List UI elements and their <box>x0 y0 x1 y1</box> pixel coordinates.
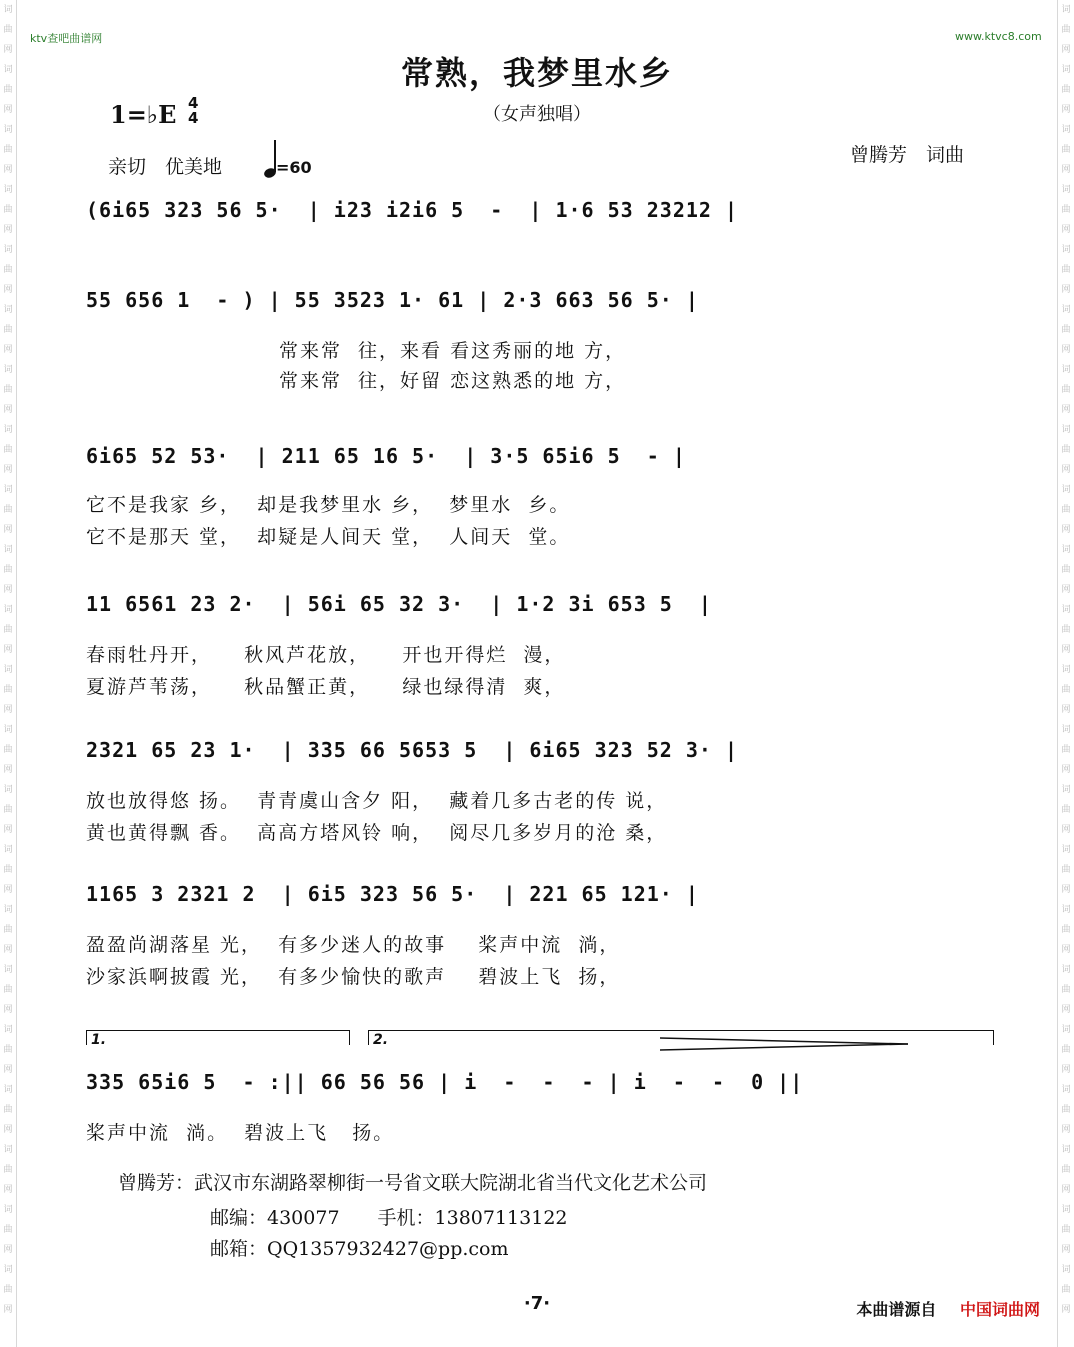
watermark-char: 词 <box>3 725 13 735</box>
watermark-char: 曲 <box>1061 145 1071 155</box>
watermark-char: 词 <box>1061 245 1071 255</box>
watermark-char: 网 <box>1061 45 1071 55</box>
watermark-char: 词 <box>3 545 13 555</box>
watermark-char: 网 <box>1061 885 1071 895</box>
time-signature <box>188 96 198 126</box>
song-subtitle: （女声独唱） <box>483 104 591 125</box>
watermark-char: 词 <box>1061 545 1071 555</box>
watermark-char: 曲 <box>3 265 13 275</box>
watermark-char: 词 <box>3 905 13 915</box>
watermark-char: 网 <box>1061 525 1071 535</box>
watermark-char: 网 <box>1061 1185 1071 1195</box>
watermark-char: 词 <box>3 845 13 855</box>
song-title: 常熟，我梦里水乡 <box>400 54 673 92</box>
watermark-char: 网 <box>1061 285 1071 295</box>
watermark-char: 曲 <box>1061 925 1071 935</box>
watermark-char: 网 <box>3 1305 13 1315</box>
watermark-char: 网 <box>1061 645 1071 655</box>
watermark-char: 曲 <box>1061 745 1071 755</box>
watermark-char: 词 <box>1061 1265 1071 1275</box>
watermark-char: 曲 <box>1061 1045 1071 1055</box>
watermark-char: 网 <box>3 1065 13 1075</box>
watermark-char: 词 <box>1061 125 1071 135</box>
watermark-char: 词 <box>1061 785 1071 795</box>
watermark-char: 曲 <box>1061 445 1071 455</box>
watermark-char: 网 <box>1061 1125 1071 1135</box>
watermark-char: 网 <box>1061 465 1071 475</box>
watermark-char: 曲 <box>3 1105 13 1115</box>
page-number: ·7· <box>523 1293 551 1314</box>
watermark-char: 词 <box>1061 1205 1071 1215</box>
watermark-char: 词 <box>3 1205 13 1215</box>
watermark-char: 曲 <box>3 805 13 815</box>
bpm-value: =60 <box>276 158 312 177</box>
watermark-char: 网 <box>3 765 13 775</box>
watermark-char: 网 <box>3 105 13 115</box>
watermark-char: 曲 <box>3 925 13 935</box>
watermark-char: 网 <box>1061 165 1071 175</box>
lyric-line: 桨声中流 淌。 碧波上飞 扬。 <box>86 1122 395 1144</box>
lyric-line: 黄也黄得飘 香。 高高方塔风铃 响， 阅尽几多岁月的沧 桑， <box>86 822 668 844</box>
watermark-char: 网 <box>3 1245 13 1255</box>
watermark-char: 曲 <box>1061 85 1071 95</box>
watermark-char: 网 <box>3 525 13 535</box>
time-top: 4 <box>188 94 199 112</box>
watermark-char: 词 <box>1061 485 1071 495</box>
music-line: (6i65 323 56 5· | i23 i2i6 5 - | 1·6 53 23212 | <box>86 198 739 222</box>
contact-address: 曾腾芳：武汉市东湖路翠柳街一号省文联大院湖北省当代文化艺术公司 <box>118 1172 708 1194</box>
watermark-char: 曲 <box>3 985 13 995</box>
watermark-char: 曲 <box>3 505 13 515</box>
watermark-char: 曲 <box>1061 565 1071 575</box>
watermark-char: 网 <box>1061 345 1071 355</box>
watermark-char: 网 <box>1061 1245 1071 1255</box>
composer-credit: 曾腾芳 词曲 <box>850 144 965 166</box>
watermark-char: 网 <box>1061 825 1071 835</box>
watermark-char: 词 <box>3 5 13 15</box>
time-bottom: 4 <box>188 109 199 127</box>
volta-1-label: 1. <box>91 1032 107 1048</box>
watermark-char: 词 <box>1061 845 1071 855</box>
watermark-char: 网 <box>3 165 13 175</box>
watermark-char: 词 <box>3 605 13 615</box>
watermark-char: 网 <box>1061 225 1071 235</box>
watermark-char: 网 <box>3 45 13 55</box>
watermark-char: 曲 <box>3 145 13 155</box>
watermark-char: 词 <box>3 785 13 795</box>
music-line: 11 6561 23 2· | 56i 65 32 3· | 1·2 3i 653 5 | <box>86 592 712 616</box>
watermark-char: 词 <box>3 305 13 315</box>
watermark-char: 词 <box>3 1085 13 1095</box>
watermark-char: 曲 <box>3 1045 13 1055</box>
volta-1-bracket <box>86 1030 350 1048</box>
watermark-char: 词 <box>3 365 13 375</box>
watermark-char: 曲 <box>1061 805 1071 815</box>
tempo-marking: 亲切 优美地 <box>108 156 223 178</box>
watermark-char: 曲 <box>3 205 13 215</box>
watermark-char: 词 <box>1061 185 1071 195</box>
watermark-char: 曲 <box>1061 1285 1071 1295</box>
left-watermark-strip <box>0 0 17 1347</box>
watermark-char: 网 <box>1061 1065 1071 1075</box>
watermark-char: 词 <box>1061 605 1071 615</box>
watermark-char: 网 <box>3 885 13 895</box>
watermark-char: 网 <box>1061 945 1071 955</box>
site-left-label: ktv查吧曲谱网 <box>30 32 103 45</box>
watermark-char: 曲 <box>3 865 13 875</box>
music-line: 2321 65 23 1· | 335 66 5653 5 | 6i65 323 52 3· | <box>86 738 739 762</box>
watermark-char: 词 <box>3 1025 13 1035</box>
lyric-line: 放也放得悠 扬。 青青虞山含夕 阳， 藏着几多古老的传 说， <box>86 790 668 812</box>
decrescendo-hairpin <box>660 1036 910 1052</box>
lyric-line: 夏游芦苇荡， 秋品蟹正黄， 绿也绿得清 爽， <box>86 676 566 698</box>
watermark-char: 网 <box>1061 765 1071 775</box>
source-credit <box>856 1297 1040 1320</box>
watermark-char: 曲 <box>1061 685 1071 695</box>
watermark-char: 曲 <box>3 1225 13 1235</box>
lyric-line: 它不是我家 乡， 却是我梦里水 乡， 梦里水 乡。 <box>86 494 571 516</box>
watermark-char: 词 <box>3 65 13 75</box>
lyric-line: 常来常 往，好留 恋这熟悉的地 方， <box>86 370 627 392</box>
watermark-char: 网 <box>3 585 13 595</box>
watermark-char: 网 <box>3 225 13 235</box>
watermark-char: 网 <box>3 1005 13 1015</box>
contact-phone: 邮编：430077 手机：13807113122 <box>210 1207 568 1229</box>
watermark-char: 曲 <box>3 1165 13 1175</box>
watermark-char: 词 <box>3 425 13 435</box>
watermark-char: 曲 <box>3 1285 13 1295</box>
watermark-char: 词 <box>1061 425 1071 435</box>
watermark-char: 曲 <box>3 385 13 395</box>
watermark-char: 词 <box>1061 725 1071 735</box>
watermark-char: 网 <box>1061 705 1071 715</box>
watermark-char: 词 <box>3 245 13 255</box>
watermark-char: 曲 <box>3 745 13 755</box>
watermark-char: 曲 <box>1061 505 1071 515</box>
music-line: 6i65 52 53· | 211 65 16 5· | 3·5 65i6 5 - | <box>86 444 686 468</box>
watermark-char: 网 <box>3 705 13 715</box>
watermark-char: 曲 <box>3 685 13 695</box>
watermark-char: 曲 <box>1061 985 1071 995</box>
lyric-line: 春雨牡丹开， 秋风芦花放， 开也开得烂 漫， <box>86 644 566 666</box>
watermark-char: 词 <box>1061 1025 1071 1035</box>
watermark-char: 词 <box>3 485 13 495</box>
watermark-char: 词 <box>1061 1145 1071 1155</box>
source-site: 中国词曲网 <box>959 1300 1040 1319</box>
watermark-char: 网 <box>1061 1305 1071 1315</box>
watermark-char: 曲 <box>1061 865 1071 875</box>
right-watermark-strip <box>1057 0 1074 1347</box>
watermark-char: 网 <box>1061 105 1071 115</box>
key-signature: 1=♭E <box>110 100 177 129</box>
watermark-char: 词 <box>1061 965 1071 975</box>
watermark-char: 词 <box>3 1265 13 1275</box>
watermark-char: 词 <box>3 1145 13 1155</box>
watermark-char: 曲 <box>3 325 13 335</box>
watermark-char: 网 <box>3 945 13 955</box>
watermark-char: 网 <box>3 645 13 655</box>
source-label: 本曲谱源自 <box>856 1300 937 1319</box>
watermark-char: 网 <box>1061 1005 1071 1015</box>
watermark-char: 网 <box>3 465 13 475</box>
watermark-char: 网 <box>3 405 13 415</box>
watermark-char: 词 <box>3 185 13 195</box>
watermark-char: 曲 <box>1061 385 1071 395</box>
watermark-char: 曲 <box>1061 625 1071 635</box>
volta-2-label: 2. <box>373 1032 389 1048</box>
music-line: 1165 3 2321 2 | 6i5 323 56 5· | 221 65 121· | <box>86 882 699 906</box>
lyric-line: 沙家浜啊披霞 光， 有多少愉快的歌声 碧波上飞 扬， <box>86 966 621 988</box>
watermark-char: 曲 <box>3 445 13 455</box>
watermark-char: 词 <box>3 125 13 135</box>
watermark-char: 曲 <box>3 25 13 35</box>
watermark-char: 词 <box>1061 5 1071 15</box>
lyric-line: 盈盈尚湖落星 光， 有多少迷人的故事 桨声中流 淌， <box>86 934 621 956</box>
watermark-char: 曲 <box>1061 325 1071 335</box>
watermark-char: 曲 <box>1061 1165 1071 1175</box>
watermark-char: 网 <box>1061 585 1071 595</box>
watermark-char: 网 <box>3 825 13 835</box>
music-line: 335 65i6 5 - :|| 66 56 56 | i - - - | i - - 0 || <box>86 1070 804 1094</box>
watermark-char: 词 <box>1061 65 1071 75</box>
watermark-char: 词 <box>1061 1085 1071 1095</box>
watermark-char: 网 <box>1061 405 1071 415</box>
watermark-char: 词 <box>3 965 13 975</box>
music-line: 55 656 1 - ) | 55 3523 1· 61 | 2·3 663 56 5· | <box>86 288 699 312</box>
watermark-char: 词 <box>1061 365 1071 375</box>
watermark-char: 网 <box>3 1125 13 1135</box>
watermark-char: 曲 <box>3 85 13 95</box>
watermark-char: 曲 <box>3 565 13 575</box>
watermark-char: 曲 <box>3 625 13 635</box>
lyric-line: 常来常 往，来看 看这秀丽的地 方， <box>86 340 627 362</box>
watermark-char: 词 <box>1061 905 1071 915</box>
watermark-char: 曲 <box>1061 1225 1071 1235</box>
watermark-char: 网 <box>3 1185 13 1195</box>
watermark-char: 词 <box>1061 665 1071 675</box>
contact-email: 邮箱：QQ1357932427@pp.com <box>210 1238 509 1260</box>
watermark-char: 词 <box>3 665 13 675</box>
watermark-char: 曲 <box>1061 25 1071 35</box>
watermark-char: 曲 <box>1061 265 1071 275</box>
site-right-label: www.ktvc8.com <box>955 30 1042 43</box>
watermark-char: 曲 <box>1061 1105 1071 1115</box>
watermark-char: 曲 <box>1061 205 1071 215</box>
watermark-char: 网 <box>3 345 13 355</box>
lyric-line: 它不是那天 堂， 却疑是人间天 堂， 人间天 堂。 <box>86 526 571 548</box>
watermark-char: 网 <box>3 285 13 295</box>
watermark-char: 词 <box>1061 305 1071 315</box>
